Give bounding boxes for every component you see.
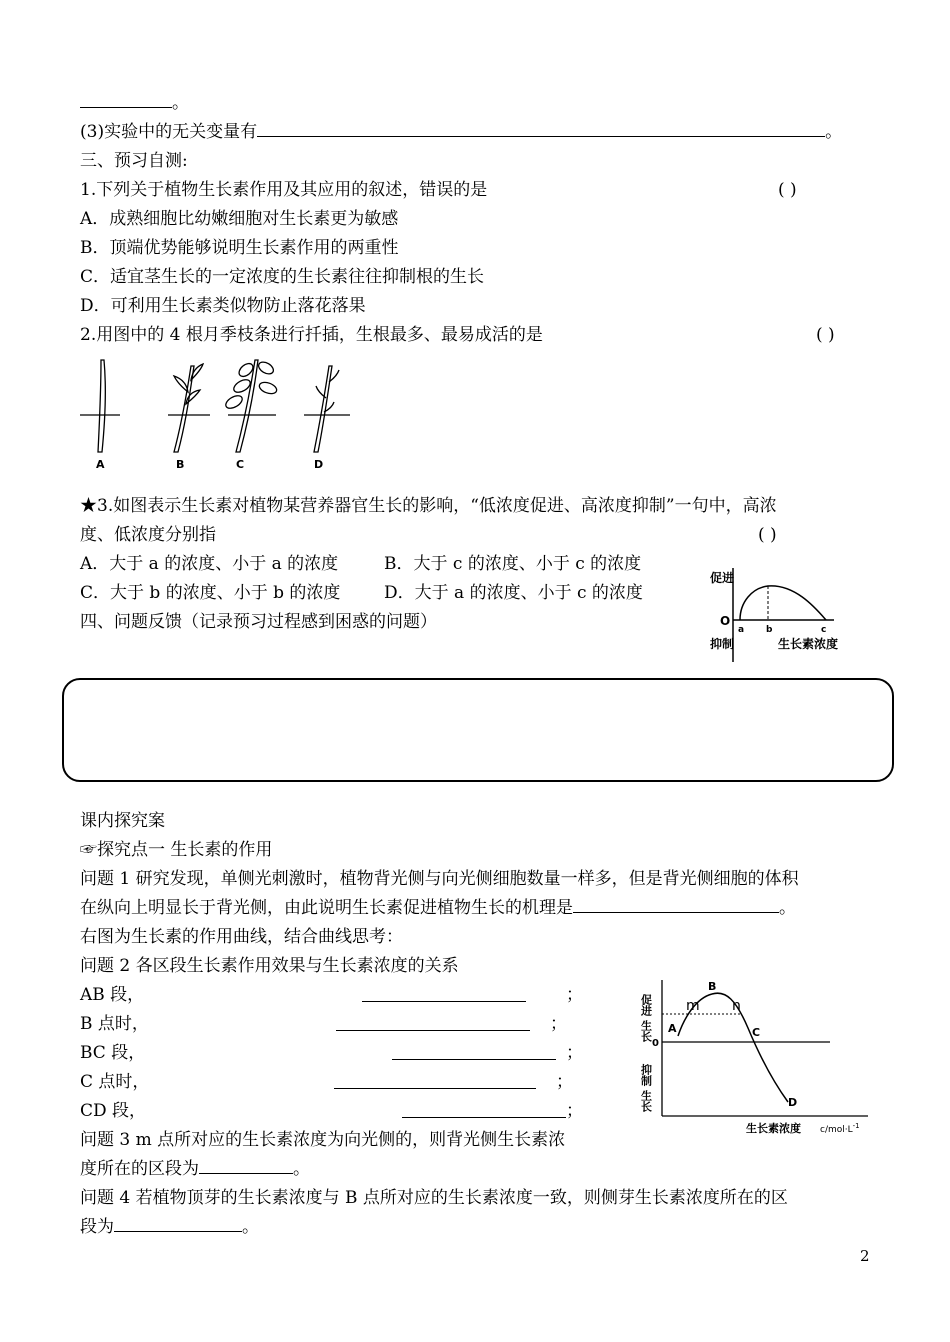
cutting-label-b: B <box>176 458 185 471</box>
y-axis-growth-label-2: 生长 <box>640 1090 653 1112</box>
section-3-heading: 三、预习自测: <box>80 151 188 171</box>
answer-blank[interactable] <box>114 1216 242 1232</box>
problem-1-line-2: 在纵向上明显长于背光侧，由此说明生长素促进植物生长的机理是 。 <box>80 898 796 918</box>
problem-1-line-1: 问题 1 研究发现，单侧光刺激时，植物背光侧与向光侧细胞数量一样多，但是背光侧细胞的体积 <box>80 869 799 889</box>
cutting-c <box>224 360 278 452</box>
x-axis-label: 生长素浓度 <box>746 1122 801 1135</box>
q1-option-c: C．适宜茎生长的一定浓度的生长素往往抑制根的生长 <box>80 267 485 287</box>
cutting-label-c: C <box>236 458 245 471</box>
q1-option-b: B．顶端优势能够说明生长素作用的两重性 <box>80 238 399 258</box>
x-axis-label: 生长素浓度 <box>778 637 839 651</box>
answer-blank[interactable] <box>573 897 779 913</box>
cutting-d <box>304 366 350 452</box>
q3-option-c: C．大于 b 的浓度、小于 b 的浓度 <box>80 583 341 603</box>
c-answer-blank[interactable] <box>334 1073 536 1089</box>
cutting-a <box>80 360 120 452</box>
q1-option-a: A．成熟细胞比幼嫩细胞对生长素更为敏感 <box>80 209 399 229</box>
problem-3-line-1: 问题 3 m 点所对应的生长素浓度为向光侧的，则背光侧生长素浓 <box>80 1130 566 1150</box>
point-c-label: C <box>752 1026 761 1039</box>
bc-answer-blank[interactable] <box>392 1044 556 1060</box>
y-axis-inhibit-label: 抑制 <box>640 1064 653 1086</box>
ab-segment-row: AB 段， <box>80 985 145 1005</box>
point-b-label: B <box>708 980 717 993</box>
q3-option-b: B．大于 c 的浓度、小于 c 的浓度 <box>384 554 642 574</box>
q3-option-d: D．大于 a 的浓度、小于 c 的浓度 <box>384 583 643 603</box>
ab-answer-blank[interactable] <box>362 986 526 1002</box>
point-n-label: n <box>732 998 741 1014</box>
cuttings-figure <box>70 352 370 474</box>
problem-3-line-2: 度所在的区段为 。 <box>80 1159 310 1179</box>
answer-blank[interactable] <box>80 92 172 108</box>
question-3-line-1: ★3.如图表示生长素对植物某营养器官生长的影响，“低浓度促进、高浓度抑制”一句中，高浓 <box>80 496 777 516</box>
inquiry-point-1: ☞探究点一 生长素的作用 <box>80 840 273 860</box>
cutting-label-a: A <box>96 458 105 471</box>
q3-option-a: A．大于 a 的浓度、小于 a 的浓度 <box>80 554 339 574</box>
q1-option-d: D．可利用生长素类似物防止落花落果 <box>80 296 366 316</box>
zero-label: 0 <box>652 1038 659 1049</box>
question-3-line-2: 度、低浓度分别指 <box>80 525 216 545</box>
y-axis-growth-label: 生长 <box>640 1020 653 1042</box>
tick-a: a <box>738 625 745 635</box>
y-axis-inhibit-label: 抑制 <box>710 637 735 651</box>
answer-blank[interactable] <box>199 1158 293 1174</box>
question-2-answer-paren[interactable]: ( ) <box>816 325 835 345</box>
semicolon: ； <box>566 1101 583 1121</box>
question-1-answer-paren[interactable]: ( ) <box>778 180 797 200</box>
x-axis-unit: $c/mol\cdot L^{-1}$ <box>820 1122 860 1135</box>
tick-c: c <box>821 625 827 635</box>
problem-4-line-1: 问题 4 若植物顶芽的生长素浓度与 B 点所对应的生长素浓度一致，则侧芽生长素浓度所在的区 <box>80 1188 788 1208</box>
cd-segment-row: CD 段， <box>80 1101 147 1121</box>
section-4-heading: 四、问题反馈（记录预习过程感到困惑的问题） <box>80 612 437 632</box>
in-class-inquiry-heading: 课内探究案 <box>80 811 165 831</box>
y-axis-promote-label: 促进 <box>640 994 653 1016</box>
cutting-b <box>168 364 210 452</box>
bc-segment-row: BC 段， <box>80 1043 146 1063</box>
page-number: 2 <box>860 1247 870 1265</box>
semicolon: ； <box>566 1043 583 1063</box>
question-1: 1.下列关于植物生长素作用及其应用的叙述，错误的是 <box>80 180 488 200</box>
tick-b: b <box>766 625 773 635</box>
point-a-label: A <box>668 1022 677 1035</box>
feedback-box[interactable] <box>62 678 894 782</box>
question-2: 2.用图中的 4 根月季枝条进行扦插，生根最多、最易成活的是 <box>80 325 543 345</box>
y-axis-promote-label: 促进 <box>710 571 735 585</box>
problem-4-line-2: 段为 。 <box>80 1217 259 1237</box>
curve-intro: 右图为生长素的作用曲线，结合曲线思考： <box>80 927 403 947</box>
irrelevant-variables-line: (3)实验中的无关变量有 。 <box>80 122 843 142</box>
auxin-small-graph <box>704 564 864 664</box>
cutting-label-d: D <box>314 458 324 471</box>
point-m-label: m <box>686 998 700 1014</box>
c-point-row: C 点时， <box>80 1072 150 1092</box>
b-point-row: B 点时， <box>80 1014 149 1034</box>
b-answer-blank[interactable] <box>336 1015 530 1031</box>
semicolon: ； <box>566 985 583 1005</box>
semicolon: ； <box>556 1072 573 1092</box>
origin-label: O <box>720 614 731 628</box>
problem-2: 问题 2 各区段生长素作用效果与生长素浓度的关系 <box>80 956 459 976</box>
semicolon: ； <box>550 1014 567 1034</box>
prev-blank-line: 。 <box>80 92 189 114</box>
point-d-label: D <box>788 1096 798 1109</box>
cd-answer-blank[interactable] <box>402 1102 566 1118</box>
question-3-answer-paren[interactable]: ( ) <box>758 525 777 545</box>
auxin-effect-curve-graph <box>640 972 880 1138</box>
answer-blank[interactable] <box>257 121 825 137</box>
